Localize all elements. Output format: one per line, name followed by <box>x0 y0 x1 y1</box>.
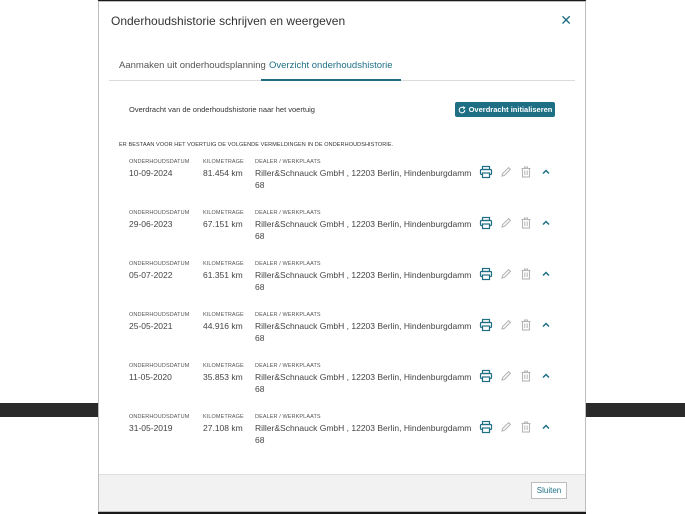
date-header: ONDERHOUDSDATUM <box>129 210 190 216</box>
edit-button[interactable] <box>499 420 513 434</box>
delete-icon <box>519 369 533 383</box>
date-header: ONDERHOUDSDATUM <box>129 312 190 318</box>
km-header: KILOMETRAGE <box>203 210 244 216</box>
history-entry-row <box>119 414 559 462</box>
delete-button[interactable] <box>519 267 533 281</box>
collapse-button[interactable] <box>539 420 553 434</box>
date-header: ONDERHOUDSDATUM <box>129 363 190 369</box>
print-button[interactable] <box>479 165 493 179</box>
edit-icon <box>499 318 513 332</box>
entry-date: 11-05-2020 <box>129 372 172 382</box>
page-backdrop-left <box>0 0 98 514</box>
delete-button[interactable] <box>519 216 533 230</box>
dealer-header: DEALER / WERKPLAATS <box>255 261 321 267</box>
entry-dealer: Riller&Schnauck GmbH , 12203 Berlin, Hindenburgdamm 68 <box>255 219 472 241</box>
chevron-up-icon <box>539 267 553 281</box>
km-header: KILOMETRAGE <box>203 414 244 420</box>
dialog-title: Onderhoudshistorie schrijven en weergeven <box>111 14 346 28</box>
chevron-up-icon <box>539 420 553 434</box>
edit-button[interactable] <box>499 165 513 179</box>
collapse-button[interactable] <box>539 267 553 281</box>
entry-km: 81.454 km <box>203 168 243 178</box>
chevron-up-icon <box>539 216 553 230</box>
tab-history-overview[interactable]: Overzicht onderhoudshistorie <box>269 60 393 71</box>
edit-button[interactable] <box>499 216 513 230</box>
print-button[interactable] <box>479 318 493 332</box>
print-button[interactable] <box>479 369 493 383</box>
edit-icon <box>499 165 513 179</box>
tab-bar <box>109 52 575 81</box>
edit-icon <box>499 369 513 383</box>
edit-button[interactable] <box>499 318 513 332</box>
dealer-header: DEALER / WERKPLAATS <box>255 414 321 420</box>
delete-button[interactable] <box>519 318 533 332</box>
transfer-label: Overdracht van de onderhoudshistorie naar het voertuig <box>129 105 315 114</box>
print-icon <box>479 165 493 179</box>
edit-icon <box>499 420 513 434</box>
km-header: KILOMETRAGE <box>203 363 244 369</box>
history-notice: ER BESTAAN VOOR HET VOERTUIG DE VOLGENDE VERMELDINGEN IN DE ONDERHOUDSHISTORIE. <box>119 142 394 148</box>
date-header: ONDERHOUDSDATUM <box>129 261 190 267</box>
delete-button[interactable] <box>519 420 533 434</box>
chevron-up-icon <box>539 318 553 332</box>
page-backdrop-right <box>586 0 685 514</box>
edit-icon <box>499 216 513 230</box>
chevron-up-icon <box>539 165 553 179</box>
print-button[interactable] <box>479 420 493 434</box>
entry-km: 61.351 km <box>203 270 243 280</box>
maintenance-history-dialog <box>98 1 586 512</box>
entry-dealer: Riller&Schnauck GmbH , 12203 Berlin, Hindenburgdamm 68 <box>255 372 472 394</box>
backdrop-stripe <box>586 403 685 417</box>
print-button[interactable] <box>479 216 493 230</box>
print-icon <box>479 216 493 230</box>
delete-icon <box>519 165 533 179</box>
entry-dealer: Riller&Schnauck GmbH , 12203 Berlin, Hindenburgdamm 68 <box>255 270 472 292</box>
delete-button[interactable] <box>519 165 533 179</box>
footer-close-button[interactable]: Sluiten <box>531 482 567 499</box>
entry-km: 67.151 km <box>203 219 243 229</box>
close-button[interactable] <box>560 11 572 29</box>
edit-button[interactable] <box>499 369 513 383</box>
dialog-footer <box>99 474 585 511</box>
dealer-header: DEALER / WERKPLAATS <box>255 159 321 165</box>
entry-date: 25-05-2021 <box>129 321 173 331</box>
history-entry-row <box>119 312 559 360</box>
active-tab-indicator <box>261 79 401 81</box>
edit-icon <box>499 267 513 281</box>
collapse-button[interactable] <box>539 216 553 230</box>
print-icon <box>479 318 493 332</box>
close-icon: ✕ <box>560 12 572 28</box>
entry-date: 29-06-2023 <box>129 219 173 229</box>
print-icon <box>479 267 493 281</box>
dealer-header: DEALER / WERKPLAATS <box>255 312 321 318</box>
init-transfer-label: Overdracht initialiseren <box>468 105 553 114</box>
print-button[interactable] <box>479 267 493 281</box>
entry-date: 10-09-2024 <box>129 168 173 178</box>
entry-date: 31-05-2019 <box>129 423 173 433</box>
tab-create-from-planning[interactable]: Aanmaken uit onderhoudsplanning <box>119 60 266 71</box>
delete-icon <box>519 420 533 434</box>
history-entry-row <box>119 261 559 309</box>
history-entry-row <box>119 363 559 411</box>
edit-button[interactable] <box>499 267 513 281</box>
km-header: KILOMETRAGE <box>203 261 244 267</box>
entry-km: 27.108 km <box>203 423 243 433</box>
entry-date: 05-07-2022 <box>129 270 173 280</box>
entry-km: 35.853 km <box>203 372 243 382</box>
entry-dealer: Riller&Schnauck GmbH , 12203 Berlin, Hindenburgdamm 68 <box>255 321 472 343</box>
chevron-up-icon <box>539 369 553 383</box>
km-header: KILOMETRAGE <box>203 312 244 318</box>
print-icon <box>479 420 493 434</box>
dealer-header: DEALER / WERKPLAATS <box>255 210 321 216</box>
refresh-icon <box>458 106 466 114</box>
delete-icon <box>519 216 533 230</box>
date-header: ONDERHOUDSDATUM <box>129 159 190 165</box>
km-header: KILOMETRAGE <box>203 159 244 165</box>
collapse-button[interactable] <box>539 165 553 179</box>
delete-button[interactable] <box>519 369 533 383</box>
entry-km: 44.916 km <box>203 321 243 331</box>
entry-dealer: Riller&Schnauck GmbH , 12203 Berlin, Hindenburgdamm 68 <box>255 168 472 190</box>
print-icon <box>479 369 493 383</box>
backdrop-stripe <box>0 403 98 417</box>
collapse-button[interactable] <box>539 318 553 332</box>
date-header: ONDERHOUDSDATUM <box>129 414 190 420</box>
history-entry-row <box>119 159 559 207</box>
init-transfer-button[interactable] <box>455 102 555 117</box>
delete-icon <box>519 267 533 281</box>
history-entry-row <box>119 210 559 258</box>
delete-icon <box>519 318 533 332</box>
entry-dealer: Riller&Schnauck GmbH , 12203 Berlin, Hindenburgdamm 68 <box>255 423 472 445</box>
dealer-header: DEALER / WERKPLAATS <box>255 363 321 369</box>
collapse-button[interactable] <box>539 369 553 383</box>
